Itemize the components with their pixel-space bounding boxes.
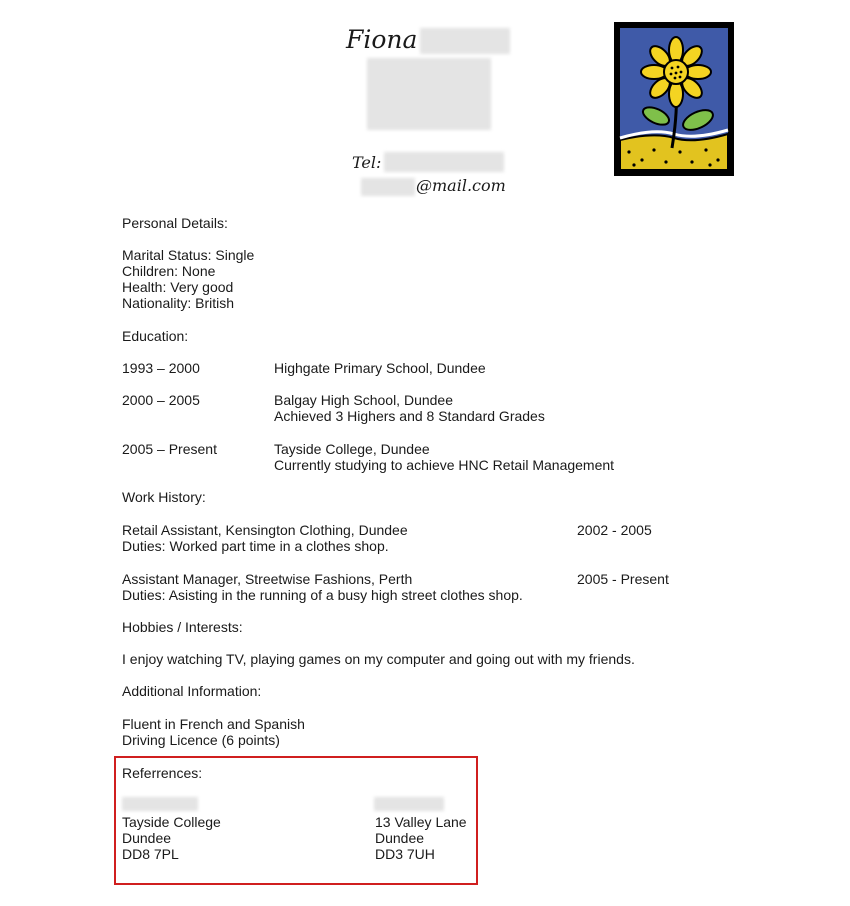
personal-line: Marital Status: Single xyxy=(122,247,255,263)
reference-right-line: DD3 7UH xyxy=(375,846,435,862)
education-period: 2005 – Present xyxy=(122,441,217,457)
personal-line: Health: Very good xyxy=(122,279,234,295)
education-detail: Balgay High School, Dundee xyxy=(274,392,454,408)
additional-line: Driving Licence (6 points) xyxy=(122,732,280,748)
education-heading: Education: xyxy=(122,328,189,344)
reference-right-line: 13 Valley Lane xyxy=(375,814,467,830)
hobbies-text: I enjoy watching TV, playing games on my computer and going out with my friends. xyxy=(122,651,635,667)
work-title: Assistant Manager, Streetwise Fashions, Perth xyxy=(122,571,413,587)
work-title: Retail Assistant, Kensington Clothing, Dundee xyxy=(122,522,408,538)
work-duties: Duties: Asisting in the running of a busy high street clothes shop. xyxy=(122,587,523,603)
redacted-surname xyxy=(420,28,510,54)
additional-line: Fluent in French and Spanish xyxy=(122,716,305,732)
reference-left-line: DD8 7PL xyxy=(122,846,179,862)
education-period: 2000 – 2005 xyxy=(122,392,200,408)
education-detail: Highgate Primary School, Dundee xyxy=(274,360,486,376)
references-heading: Referrences: xyxy=(122,765,203,781)
reference-left-line: Tayside College xyxy=(122,814,221,830)
education-detail: Tayside College, Dundee xyxy=(274,441,430,457)
education-detail: Achieved 3 Highers and 8 Standard Grades xyxy=(274,408,545,424)
personal-line: Children: None xyxy=(122,263,216,279)
personal-line: Nationality: British xyxy=(122,295,235,311)
redacted-address xyxy=(367,58,491,130)
education-period: 1993 – 2000 xyxy=(122,360,200,376)
redacted-email-user xyxy=(361,178,415,196)
email-domain: @mail.com xyxy=(416,176,506,195)
reference-left-line: Dundee xyxy=(122,830,172,846)
education-detail: Currently studying to achieve HNC Retail Management xyxy=(274,457,615,473)
work-period: 2005 - Present xyxy=(577,571,669,587)
work-period: 2002 - 2005 xyxy=(577,522,652,538)
redacted-phone xyxy=(384,152,504,172)
sunflower-logo xyxy=(614,22,734,176)
personal-details-heading: Personal Details: xyxy=(122,215,228,231)
reference-right-line: Dundee xyxy=(375,830,425,846)
redacted-referee-name xyxy=(374,797,444,811)
tel-label: Tel: xyxy=(352,153,382,172)
additional-info-heading: Additional Information: xyxy=(122,683,262,699)
redacted-referee-name xyxy=(122,797,198,811)
hobbies-heading: Hobbies / Interests: xyxy=(122,619,243,635)
applicant-first-name: Fiona xyxy=(346,25,418,54)
work-history-heading: Work History: xyxy=(122,489,206,505)
work-duties: Duties: Worked part time in a clothes shop. xyxy=(122,538,389,554)
